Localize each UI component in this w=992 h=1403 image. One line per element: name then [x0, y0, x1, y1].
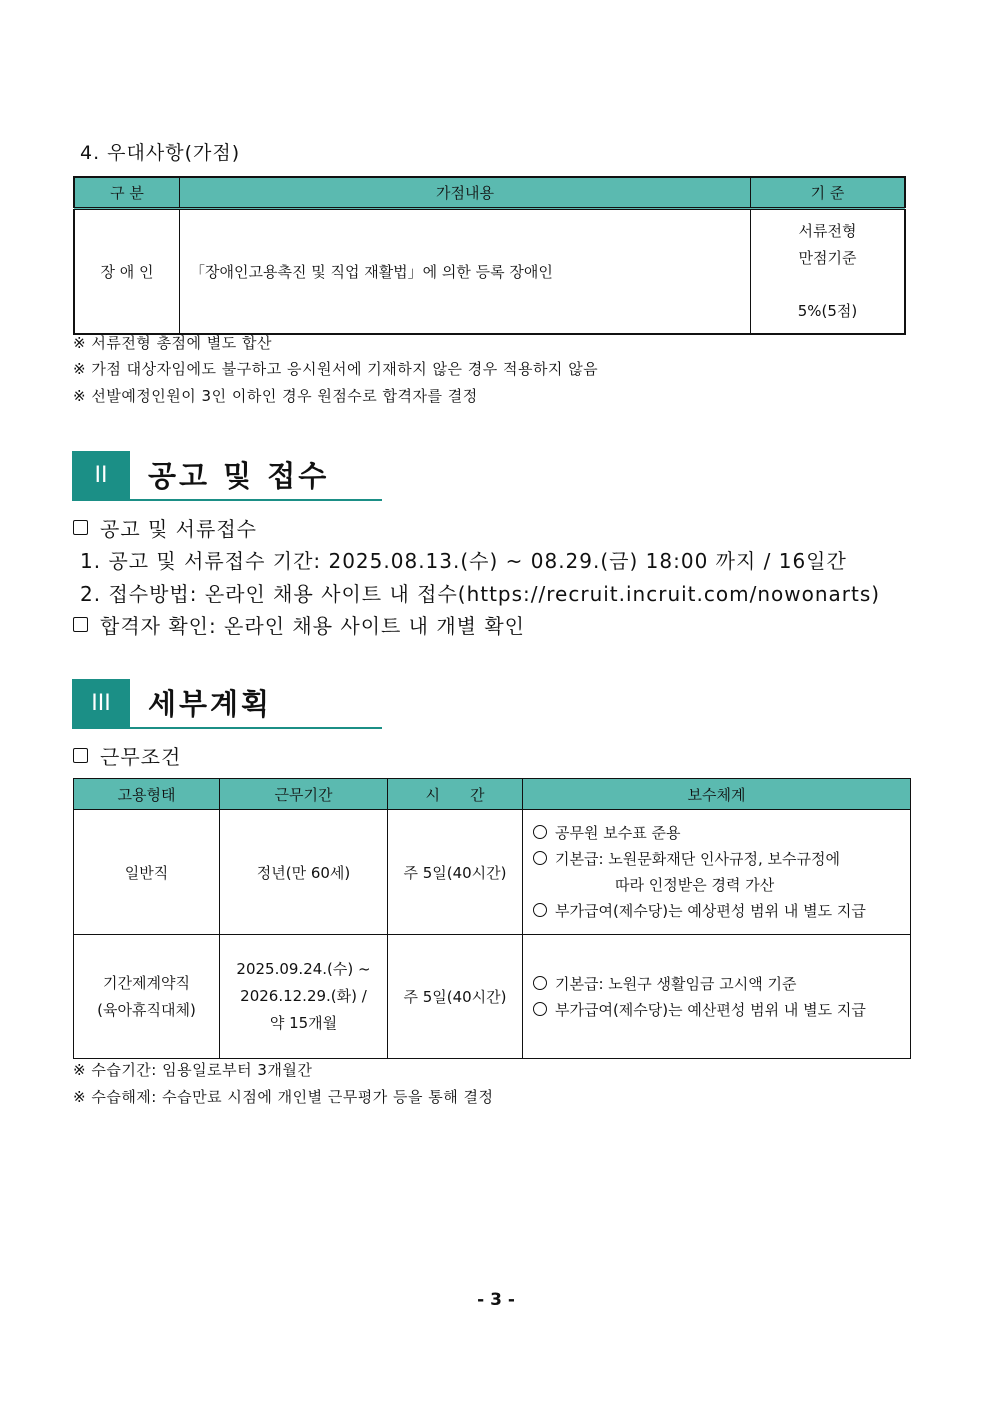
- header-work-period: 근무기간: [220, 779, 388, 810]
- header-category: 구 분: [74, 177, 180, 209]
- header-pay: 보수체계: [523, 779, 911, 810]
- criteria-line-3: 5%(5점): [797, 302, 858, 320]
- item-label: 공고 및 서류접수: [100, 517, 257, 541]
- circle-bullet-icon: [533, 851, 547, 865]
- criteria-line-1: 서류전형: [798, 222, 857, 240]
- header-content: 가점내용: [180, 177, 751, 209]
- cell-pay: [523, 810, 911, 935]
- cell-hours: 주 5일(40시간): [388, 935, 523, 1059]
- criteria-line-2: 만점기준: [798, 249, 857, 267]
- circle-bullet-icon: [533, 976, 547, 990]
- type-line-2: (육아휴직대체): [97, 1000, 196, 1019]
- type-line-1: 기간제계약직: [103, 973, 190, 992]
- note: ※ 수습기간: 임용일로부터 3개월간: [73, 1061, 313, 1079]
- cell-period: 정년(만 60세): [220, 810, 388, 935]
- page-number: - 3 -: [477, 1290, 515, 1310]
- item-label: 합격자 확인: 온라인 채용 사이트 내 개별 확인: [100, 614, 525, 638]
- note: ※ 수습해제: 수습만료 시점에 개인별 근무평가 등을 통해 결정: [73, 1088, 494, 1106]
- checkbox-icon: [73, 617, 88, 632]
- checklist-item: [73, 610, 525, 639]
- section-number: II: [72, 451, 130, 501]
- section-2-heading: [72, 451, 392, 501]
- checkbox-icon: [73, 748, 88, 763]
- section-4-title: 4. 우대사항(가점): [80, 142, 241, 164]
- cell-category: 장 애 인: [74, 209, 180, 335]
- circle-bullet-icon: [533, 1002, 547, 1016]
- work-conditions-table: [73, 778, 911, 1059]
- cell-type: [74, 935, 220, 1059]
- table-header-row: [74, 177, 905, 209]
- cell-pay: [523, 935, 911, 1059]
- header-criteria: 기 준: [751, 177, 906, 209]
- table-row: [74, 935, 911, 1059]
- heading-underline: [72, 727, 382, 729]
- sub-item: 1. 공고 및 서류접수 기간: 2025.08.13.(수) ~ 08.29.(금) 18:00 까지 / 16일간: [80, 549, 847, 573]
- period-line-2: 2026.12.29.(화) /: [240, 987, 367, 1005]
- note: ※ 서류전형 총점에 별도 합산: [73, 334, 273, 352]
- section-title: 세부계획: [148, 687, 273, 721]
- table-row: [74, 810, 911, 935]
- section-3-heading: [72, 679, 392, 729]
- cell-hours: 주 5일(40시간): [388, 810, 523, 935]
- section-number: III: [72, 679, 130, 729]
- period-line-3: 약 15개월: [269, 1014, 338, 1032]
- header-hours: 시 간: [388, 779, 523, 810]
- period-line-1: 2025.09.24.(수) ~: [236, 960, 371, 978]
- bonus-points-table: [73, 176, 906, 335]
- pay-item: 부가급여(제수당)는 예상편성 범위 내 별도 지급: [523, 898, 910, 924]
- checklist-item: [73, 513, 257, 542]
- cell-period: [220, 935, 388, 1059]
- table-header-row: [74, 779, 911, 810]
- checkbox-icon: [73, 520, 88, 535]
- item-label: 근무조건: [100, 745, 182, 769]
- circle-bullet-icon: [533, 903, 547, 917]
- table-row: [74, 209, 905, 335]
- pay-item: 부가급여(제수당)는 예산편성 범위 내 별도 지급: [523, 997, 910, 1023]
- cell-content: 「장애인고용촉진 및 직업 재활법」에 의한 등록 장애인: [180, 209, 751, 335]
- pay-item: 기본급: 노원문화재단 인사규정, 보수규정에: [523, 846, 910, 872]
- checklist-item: [73, 741, 181, 770]
- cell-criteria: [751, 209, 906, 335]
- pay-item: 공무원 보수표 준용: [523, 820, 910, 846]
- pay-item-continued: 따라 인정받은 경력 가산: [615, 876, 775, 894]
- sub-item: 2. 접수방법: 온라인 채용 사이트 내 접수(https://recruit.incruit.com/nowonarts): [80, 582, 881, 606]
- note: ※ 가점 대상자임에도 불구하고 응시원서에 기재하지 않은 경우 적용하지 않음: [73, 360, 599, 378]
- header-employment-type: 고용형태: [74, 779, 220, 810]
- pay-item: 기본급: 노원구 생활임금 고시액 기준: [523, 971, 910, 997]
- heading-underline: [72, 499, 382, 501]
- circle-bullet-icon: [533, 825, 547, 839]
- note: ※ 선발예정인원이 3인 이하인 경우 원점수로 합격자를 결정: [73, 387, 478, 405]
- section-title: 공고 및 접수: [148, 459, 330, 493]
- cell-type: 일반직: [74, 810, 220, 935]
